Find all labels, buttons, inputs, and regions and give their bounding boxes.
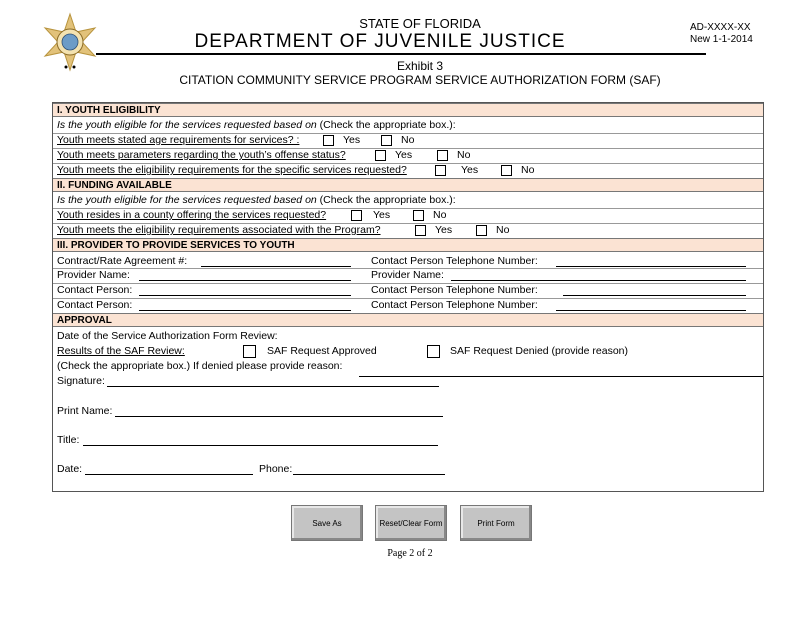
contact-person-field-2[interactable] — [139, 299, 351, 311]
youth-instruction — [57, 119, 456, 132]
section-approval-header: APPROVAL — [53, 313, 763, 327]
print-name-field[interactable] — [115, 405, 443, 417]
funding-q2-yes-label: Yes — [435, 224, 453, 236]
review-date-label: Date of the Service Authorization Form Review: — [57, 330, 278, 342]
youth-q2-no-label: No — [457, 149, 471, 161]
funding-q1-no-checkbox[interactable] — [413, 210, 424, 221]
title-label: Title: — [57, 434, 80, 446]
provider-right-0: Contact Person Telephone Number: — [371, 255, 538, 267]
header-state: STATE OF FLORIDA — [359, 16, 481, 31]
youth-q3-yes-label: Yes — [461, 164, 479, 176]
save-as-button[interactable]: Save As — [291, 505, 363, 541]
saf-denied-label: SAF Request Denied (provide reason) — [450, 345, 629, 357]
header-department: DEPARTMENT OF JUVENILE JUSTICE — [194, 31, 566, 52]
contact-person-field-1[interactable] — [139, 284, 351, 296]
saf-form — [52, 102, 764, 492]
youth-q2-yes-label: Yes — [395, 149, 413, 161]
contract-rate-field[interactable] — [201, 255, 351, 267]
youth-q3-no-checkbox[interactable] — [501, 165, 512, 176]
provider-right-1: Provider Name: — [371, 269, 444, 281]
provider-left-2: Contact Person: — [57, 284, 133, 296]
funding-q2-yes-checkbox[interactable] — [415, 225, 426, 236]
funding-q2-no-label: No — [496, 224, 510, 236]
funding-instruction-italic: Is the youth eligible for the services requested based on — [57, 194, 317, 206]
saf-approved-label: SAF Request Approved — [267, 345, 377, 357]
form-number: AD-XXXX-XX — [690, 22, 751, 33]
date-field[interactable] — [85, 463, 253, 475]
contact-phone-field-1[interactable] — [556, 255, 746, 267]
youth-q2-no-checkbox[interactable] — [437, 150, 448, 161]
youth-q2-yes-checkbox[interactable] — [375, 150, 386, 161]
section-youth-eligibility-header: I. YOUTH ELIGIBILITY — [53, 103, 763, 117]
funding-q1-yes-label: Yes — [373, 209, 391, 221]
youth-instruction-italic: Is the youth eligible for the services requested based on — [57, 119, 317, 131]
signature-label: Signature: — [57, 375, 105, 387]
date-label: Date: — [57, 463, 83, 475]
title-field[interactable] — [83, 434, 438, 446]
form-number-block — [690, 22, 753, 46]
provider-left-1: Provider Name: — [57, 269, 130, 281]
provider-left-0: Contract/Rate Agreement #: — [57, 255, 188, 267]
page-number: Page 2 of 2 — [387, 548, 433, 559]
youth-instruction-tail: (Check the appropriate box.): — [319, 119, 456, 131]
check-note: (Check the appropriate box.) If denied please provide reason: — [57, 360, 343, 372]
form-date: New 1-1-2014 — [690, 34, 753, 45]
youth-q1-no-label: No — [401, 134, 415, 146]
phone-label: Phone: — [259, 463, 293, 475]
header-rule — [96, 53, 706, 55]
funding-q2-label: Youth meets the eligibility requirements associated with the Program? — [57, 224, 381, 236]
funding-instruction — [57, 194, 456, 207]
funding-q1-yes-checkbox[interactable] — [351, 210, 362, 221]
youth-q1-yes-label: Yes — [343, 134, 361, 146]
provider-right-2: Contact Person Telephone Number: — [371, 284, 538, 296]
section-funding-header: II. FUNDING AVAILABLE — [53, 178, 763, 192]
youth-q1-label: Youth meets stated age requirements for services? : — [57, 134, 300, 146]
section-provider-header: III. PROVIDER TO PROVIDE SERVICES TO YOUTH — [53, 238, 763, 252]
youth-q1-no-checkbox[interactable] — [381, 135, 392, 146]
funding-q2-no-checkbox[interactable] — [476, 225, 487, 236]
funding-q1-no-label: No — [433, 209, 447, 221]
youth-q3-label: Youth meets the eligibility requirements for the specific services requested? — [57, 164, 407, 176]
contact-phone-field-3[interactable] — [556, 299, 746, 311]
print-form-button[interactable]: Print Form — [460, 505, 532, 541]
youth-q1-yes-checkbox[interactable] — [323, 135, 334, 146]
funding-q1-label: Youth resides in a county offering the services requested? — [57, 209, 327, 221]
signature-field[interactable] — [107, 375, 439, 387]
reset-clear-form-button[interactable]: Reset/Clear Form — [375, 505, 447, 541]
form-title: CITATION COMMUNITY SERVICE PROGRAM SERVICE AUTHORIZATION FORM (SAF) — [179, 73, 661, 87]
provider-left-3: Contact Person: — [57, 299, 133, 311]
results-label: Results of the SAF Review: — [57, 345, 185, 357]
youth-q2-label: Youth meets parameters regarding the youth’s offense status? — [57, 149, 346, 161]
youth-q3-yes-checkbox[interactable] — [435, 165, 446, 176]
saf-approved-checkbox[interactable] — [243, 345, 256, 358]
provider-right-3: Contact Person Telephone Number: — [371, 299, 538, 311]
provider-name-field-right[interactable] — [451, 269, 746, 281]
print-name-label: Print Name: — [57, 405, 113, 417]
exhibit-label: Exhibit 3 — [396, 59, 444, 73]
phone-field[interactable] — [293, 463, 445, 475]
provider-name-field-left[interactable] — [139, 269, 351, 281]
funding-instruction-tail: (Check the appropriate box.): — [319, 194, 456, 206]
contact-phone-field-2[interactable] — [563, 284, 746, 296]
saf-denied-checkbox[interactable] — [427, 345, 440, 358]
youth-q3-no-label: No — [521, 164, 535, 176]
